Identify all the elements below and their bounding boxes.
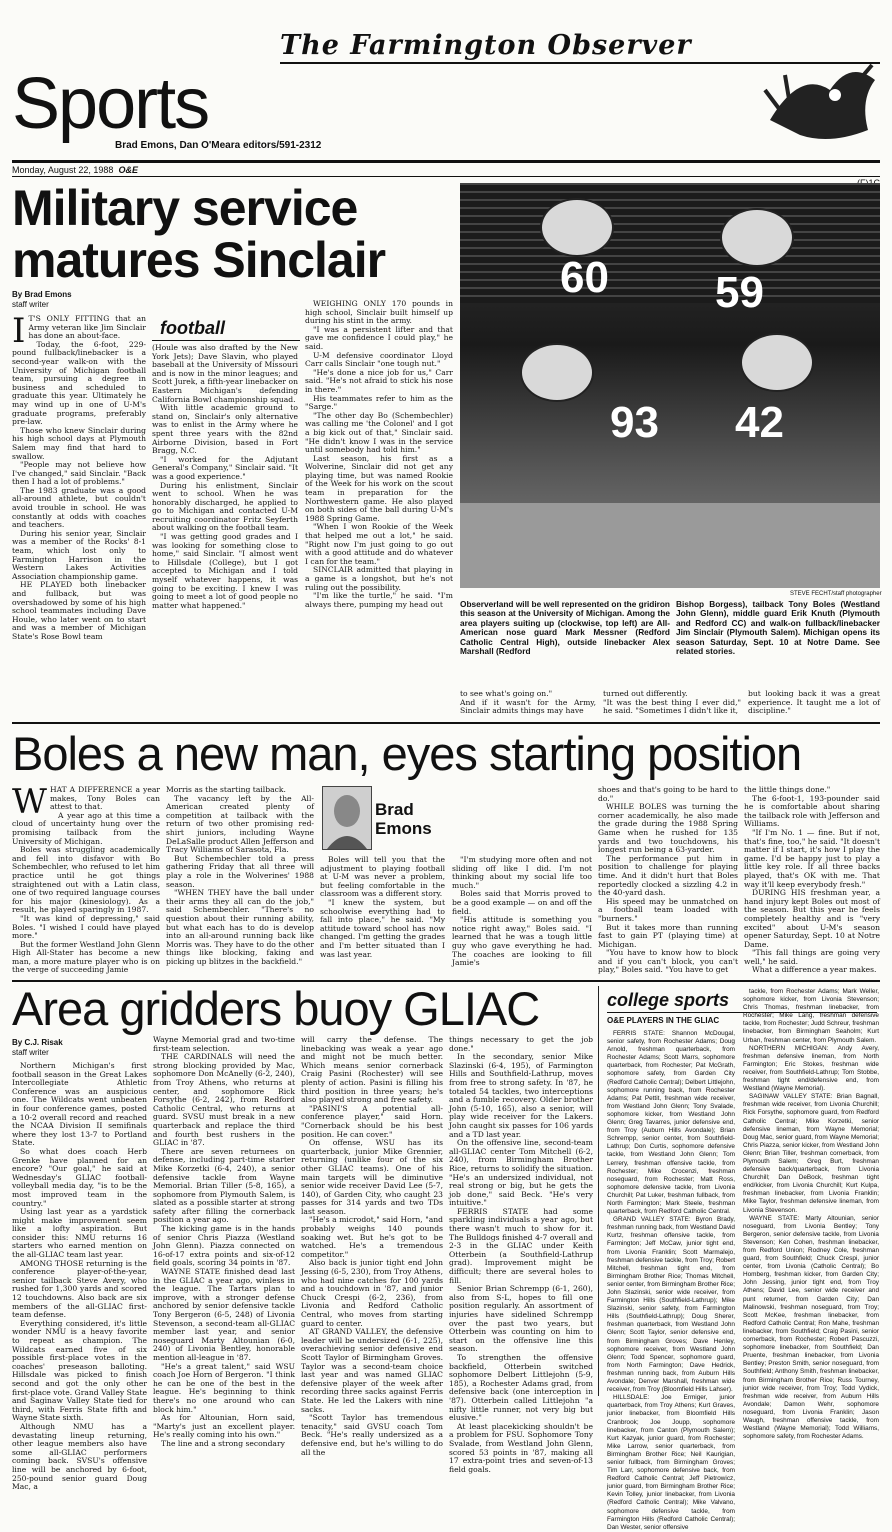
story1-continuation-3: but looking back it was a great experience. It taught me a lot of discipline.": [748, 689, 880, 716]
edition-mark: O&E: [118, 165, 138, 175]
story2-headline: Boles a new man, eyes starting position: [12, 727, 802, 780]
field-turf: [460, 503, 880, 588]
byline-name: By C.J. Risak: [12, 1038, 63, 1047]
sidebar-title: college sports: [607, 990, 730, 1010]
story1-headline-line1: Military service: [12, 180, 358, 236]
byline-role: staff writer: [12, 1048, 49, 1057]
section-title: Sports: [12, 64, 209, 144]
helmet-icon: [740, 333, 814, 392]
story2-column-2: Morris as the starting tailback. The vacancy left by the All-American created plenty of competition at tailback with the return of two other promising red-shirt juniors, including Wayne DeLaSalle product Allen Jefferson and Tracy Williams of Sarasota, Fla. But Schembechler told a press gathering Friday that all three will play a role in the Wolverines' 1988 season. "WHEN THEY have the ball under their arms they all can do the job," said Schembechler. "There's no question about their running ability, but what each has to do is develop into an all-around running back like Morris was. They have to do the other things like blocking, faking and picking up blitzes in the backfield.": [166, 785, 314, 966]
story1-column-2: (Houle was also drafted by the New York Jets); Dave Slavin, who played baseball at the University of Missouri and is now in the minor leagues; and Scott Jurek, a fifth-year linebacker on Eastern Michigan's defending California Bowl championship squad. With little academic ground to stand on, Sinclair's only alternative was to enlist in the Army where he spent three years with the 82nd Airborne Division, based in Fort Bragg, N.C. "I worked for the Adjutant General's Company," Sinclair said. "It was a good experience." During his enlistment, Sinclair went to school. When he was honorably discharged, he applied to go to Michigan and contacted U-M recruiting coordinator Fritz Seyferth about walking on the football team. "I was getting good grades and I was looking for something close to home," said Sinclair. "I almost went to Hillsdale (College), but I got accepted to Michigan and I told myself whatever happens, it was going to be exciting. I knew I was going to meet a lot of good people no matter what happened.": [152, 343, 298, 610]
story2-column-5: shoes and that's going to be hard to do." WHILE BOLES was turning the corner academically, he also made the grade during the 1988 Spring Game when he rushed for 135 yards and two touchdowns, his longest run being a 63-yarder. The performance put him in position to challenge for playing time. And it didn't hurt that Boles reportedly clocked a sizzling 4.2 in the 40-yard dash. His speed may be unmatched on a football team loaded with "burners." But it takes more than running fast to gain PT (playing time) at Michigan. "You have to know how to block and if you can't block, you can't play," Boles said. "You have to get: [598, 785, 738, 975]
columnist-photo: [322, 786, 372, 850]
story3-column-4: things necessary to get the job done." In the secondary, senior Mike Slazinski (6-4, 195), of Farmington Hills and Southfield-Lathrup, moves from free to strong safety. In '87, he totaled 54 tackles, two interceptions and a fumble recovery. Older brother John (5-10, 165), also a senior, will play wide receiver for the Lakers. John caught six passes for 106 yards and a TD last year. On the offensive line, second-team all-GLIAC center Tom Mitchell (6-2, 240), from Birmingham Brother Rice, returns to solidify the situation. "He's an undersized individual, not real strong or big, but he gets the job done," said Beck. "He's very intuitive." FERRIS STATE had some sparkling individuals a year ago, but there wasn't much to show for it. The Bulldogs finished 4-7 overall and 2-3 in the GLIAC under Keith Otterbein (a Southfield-Lathrup grad). Improvement might be difficult; there are several holes to fill. Senior Brian Schrempp (6-1, 260), also from S-L, hopes to fill one position regularly. An assortment of injuries have sidelined Schrempp over the past two years, but Otterbein was counting on him to start on the offensive line this season. To strengthen the offensive backfield, Otterbein switched sophomore Delbert Littlejohn (5-9, 185), a Rochester Adams grad, from defensive back (one interception in '87). Otterbein called Littlejohn "a nifty little runner, not very big but elusive." At least placekicking shouldn't be a problem for FSU. Sophomore Tony Svalade, from Westland John Glenn, scored 53 points in '87, making all 17 extra-point tries and seven-of-13 field goals.: [449, 1035, 593, 1474]
dateline: [12, 165, 138, 175]
jersey-number: 59: [715, 268, 764, 317]
story1-column-1: I T'S ONLY FITTING that an Army veteran like Jim Sinclair has done an about-face. Today, the 6-foot, 229-pound fullback/linebacker is a second-year walk-on with the University of Michigan football team, pursuing a degree in business and scheduled to graduate this year. Ultimately he may wind up in one of U-M's graduate programs, preferably pre-law. Those who knew Sinclair during his high school days at Plymouth Salem may find that hard to swallow. "People may not believe how I've changed," said Sinclair. "Back then I had a lot of problems." The 1983 graduate was a good all-around athlete, but couldn't avoid trouble in school. He was constantly at odds with coaches and teachers. During his senior year, Sinclair was a member of the Rocks' 8-1 team, which lost only to Farmington Harrison in the Western Lakes Activities Association championship game. HE PLAYED both linebacker and fullback, but was overshadowed by some of his high school teammates including Dave Houle, who later went on to start and was a member of Michigan State's Rose Bowl team: [12, 311, 146, 641]
editors-line: Brad Emons, Dan O'Meara editors/591-2312: [115, 140, 322, 151]
football-label: football: [160, 318, 225, 338]
sports-mascot-icon: [760, 50, 880, 150]
photo-caption-1: Observerland will be well represented on the gridiron this season at the University of Michigan. Among the area players suiting up (clockwise, top left) are All-American nose guard Mark Messner (Redford Catholic Central High), outside linebacker Alex Marshall (Redford: [460, 599, 670, 657]
story3-byline: [12, 1038, 142, 1058]
stadium-stands: [460, 183, 880, 303]
jersey-number: 42: [735, 398, 784, 447]
helmet-icon: [720, 208, 794, 267]
story1-headline-line2: matures Sinclair: [12, 232, 386, 288]
header-rule: [12, 160, 880, 163]
helmet-icon: [540, 198, 614, 257]
person-icon: [323, 787, 371, 849]
jersey-number: 93: [610, 398, 659, 447]
label-rule: [152, 340, 300, 341]
story2-column-6: the little things done." The 6-foot-1, 193-pounder said he is comfortable about sharing the tailback role with Jefferson and Williams. "If I'm No. 1 — fine. But if not, that's fine, too," he said. "It doesn't matter if I start, it's how I play the game. I'd be happy just to play a little key role. If all three backs played, that's OK with me. That way it'll keep everybody fresh." DURING HIS freshman year, a hand injury kept Boles out most of the season. But this year he feels completely healthy and is "very excited" about U-M's season opener Saturday, Sept. 10 at Notre Dame. "This fall things are going very well," he said. What a difference a year makes.: [744, 785, 880, 975]
story1-column-3: WEIGHING ONLY 170 pounds in high school, Sinclair built himself up during his stint in the army. "I was a persistent lifter and that gave me confidence I could play," he said. U-M defensive coordinator Lloyd Carr calls Sinclair "one tough nut." "He's done a nice job for us," Carr said. "He's not afraid to stick his nose in there." His teammates refer to him as the "Sarge." "The other day Bo (Schembechler) was calling me 'the Colonel' and I got a big kick out of that," Sinclair said. "He didn't know I was in the service until somebody had told him." Last season, his first as a Wolverine, Sinclair did not get any playing time, but was named Rookie of the Week for his work on the scout team in preparation for the Northwestern game. He also played on both sides of the ball during U-M's 1988 Spring Game. "When I won Rookie of the Week that helped me out a lot," he said. "Right now I'm just going to go out with a good attitude and do whatever I can for the team." SINCLAIR admitted that playing in a game is a longshot, but he's not ruling out the possibility. "I'm like the turtle," he said. "I'm always there, pumping my head out: [305, 299, 453, 609]
college-sports-sidebar: [598, 986, 881, 1531]
story1-byline: [12, 290, 142, 310]
dropcap: I: [12, 311, 26, 351]
story3-column-3: will carry the defense. The linebacking was weak a year ago and might not be much better. Which means senior cornerback Craig Pasini (Rochester) will see plenty of action. Pasini is filling his third position in three years; he's also played strong and free safety. "PASINI'S A potential all-conference player," said Horn. "Cornerback should be his best position. He can cover." On offense, WSU has its quarterback, junior Mike Grennier, returning (unlike four of the six other GLIAC teams). One of his main targets will be diminutive senior wide receiver David Lee (5-7, 140), of Garden City, who caught 23 passes for 314 yards and two TDs last season. "He's a microdot," said Horn, "and probably weighs 140 pounds soaking wet. But he's got to be watched. He's a tremendous competitor." Also back is junior tight end John Jessing (6-5, 230), from Troy Athens, who had nine catches for 100 yards and a touchdown in '87, and junior Chuck Crespi (6-2, 236), from Livonia and Redford Catholic Central, who moves from starting guard to center. AT GRAND VALLEY, the defensive leader will be undersized (6-1, 225), overachieving senior defensive end Scott Taylor of Birmingham Groves. Taylor was a second-team choice last year and was named GLIAC defensive player of the week after recording three sacks against Ferris State. He led the Lakers with nine sacks. "Scott Taylor has tremendous tenacity," said GVSU coach Tom Beck. "He's really undersized as a defensive end, but he's willing to do all the: [301, 1035, 443, 1457]
story3-column-2: Wayne Memorial grad and two-time first-team selection. THE CARDINALS will need the strong blocking provided by Mac, sophomore Don McAnelly (6-2, 240), from Troy Athens, who returns at center, and sophomore Rick Forsythe (6-2, 242), from Redford Catholic Central, who returns at guard. SVSU must break in a new quarterback and replace the third and fourth best rushers in the GLIAC in '87. There are seven returnees on defense, including part-time starter Mike Korzetki (6-4, 240), a senior defensive tackle from Wayne Memorial. Brian Tiller (5-8, 165), a sophomore from Plymouth Salem, is slated as a possible starter at strong safety after filling the cornerback position a year ago. The kicking game is in the hands of senior Chris Piazza (Westland John Glenn). Piazza connected on 16-of-17 extra points and six-of-12 field goals, scoring 34 points in '87. WAYNE STATE finished dead last in the GLIAC a year ago, winless in the league. The Tartars plan to improve, with a stronger defense anchored by senior defensive tackle Tony Bergeron (6-5, 248) of Livonia Stevenson, a second-team all-GLIAC member last year, and senior noseguard Marty Altounian (6-0, 240) of Livonia Bentley, honorable mention all-league in '87. "He's a great talent," said WSU coach Joe Horn of Bergeron. "I think he can be one of the best in the league. He's beginning to think there's no one around who can block him." As for Altounian, Horn said, "Marty's just an excellent player. He's really coming into his own." The line and a strong secondary: [153, 1035, 295, 1448]
sidebar-column-2: tackle, from Rochester Adams; Mark Weller, sophomore kicker, from Livonia Stevenson; Chris Thomas, freshman linebacker, from Rochester; Mike Lang, freshman defensive tackle, from Rochester; Judd Schreur, freshman linebacker, from Birmingham Seaholm; Kurt Urban, freshman center, from Plymouth Salem. NORTHERN MICHIGAN: Andy Avery, freshman defensive lineman, from North Farmington; Eric Stokes, freshman wide receiver, from Southfield-Lathrup; Tom Stobbe, freshman tight end/defensive end, from Westland (Wayne Memorial). SAGINAW VALLEY STATE: Brian Bagnall, freshman wide receiver, from Livonia Churchill; Rick Forsythe, sophomore guard, from Redford Catholic Central; Mike Korzetki, senior defensive lineman, from Wayne Memorial; Doug Mac, senior guard, from Wayne Memorial; Chris Piazza, senior kicker, from Westland John Glenn; Brian Tiller, freshman cornerback, from Plymouth Salem; Greg Burt, freshman defensive back/quarterback, from Livonia Churchill; Dan DeBock, freshman tight end/kicker, from Livonia Churchill; Kurt Kulpa, freshman linebacker, from Livonia Franklin; Mike Taylor, freshman defensive lineman, from Livonia Stevenson. WAYNE STATE: Marty Altounian, senior noseguard, from Livonia Bentley; Tony Bergeron, senior defensive tackle, from Livonia Stevenson; Ken Cohen, freshman linebacker, from Redford Union; Rodney Cole, freshman guard, from Southfield; Chuck Crespi, junior center, from Livonia (Catholic Central); Bo Homberg, freshman kicker, from Garden City; John Jessing, junior tight end, from Troy Athens; David Lee, senior wide receiver and punt returner, from Garden City; Dan Malinowski, freshman noseguard, from Troy; Scott McKee, freshman linebacker, from Redford Catholic Central; Ron Mahe, freshman linebacker, from Southfield; Craig Pasini, senior cornerback, from Rochester; Robert Pascuzzi, sophomore linebacker, from Southfield; Dan Pruente, freshman linebacker, from Livonia Bentley; Preston Smith, senior noseguard, from Southfield; Anthony Smith, freshman linebacker, from Birmingham Brother Rice; Russ Tourney, junior wide receiver, from Troy; Todd Vydick, freshman wide receiver, from Auburn Hills Avondale; Damon Wehr, sophomore noseguard, from Livonia Franklin; Jason Waugh, freshman offensive tackle, from Westland (Wayne Memorial); Todd Williams, sophomore safety, from Rochester Adams.: [743, 988, 879, 1441]
story1-headline: [12, 182, 462, 286]
story2-column-1: WHAT A DIFFERENCE a year makes, Tony Boles can attest to that. A year ago at this time a cloud of uncertainty hung over the promising tailback from the University of Michigan. Boles was struggling academically and fell into disfavor with Bo Schembechler, who refused to let him practice until he got things straightened out with a Latin class, one of two required language courses for his major (kinesiology). As a result, he played sparingly in 1987. "It was kind of depressing," said Boles. "I wished I could have played more." But the former Westland John Glenn High All-Stater has become a new man, a more mature player who is on the verge of succeeding Jamie: [12, 782, 160, 975]
columnist-name: Brad Emons: [375, 800, 432, 838]
story2-column-4: "I'm studying more often and not sliding off like I did. I'm not thinking about my social life too much." Boles said that Morris proved to be a good example — on and off the field. "His attitude is something you notice right away," Boles said. "I learned that he was a tough little guy who gave everything he had. The coaches are looking to fill Jamie's: [452, 855, 592, 968]
story1-continuation-2: turned out differently. "It was the best thing I ever did," he said. "Sometimes I didn't like it,: [603, 689, 741, 716]
dropcap: W: [12, 782, 47, 822]
date-rule: [12, 176, 880, 177]
football-players-photo: [460, 183, 880, 588]
jersey-number: 60: [560, 253, 609, 302]
story2-column-3: Boles will tell you that the adjustment to playing football at U-M was never a problem, but feeling comfortable in the classroom was a different story. "I knew the system, but schoolwise everything had to fall into place," he said. "My attitude toward school has now changed. I'm getting the grades and I'm better situated than I was last year.: [320, 855, 445, 959]
story3-headline: Area gridders buoy GLIAC: [12, 982, 540, 1035]
sidebar-subtitle: O&E PLAYERS IN THE GLIAC: [607, 1016, 720, 1025]
story-divider: [12, 722, 880, 724]
story1-continuation-1: to see what's going on." And if it wasn't for the Army, Sinclair admits things may have: [460, 689, 596, 716]
photo-credit: STEVE FECHT/staff photographer: [790, 591, 882, 597]
sidebar-column-1: FERRIS STATE: Shannon McDougal, senior safety, from Rochester Adams; Doug Arnold, freshman quarterback, from Rochester Adams; Scott Marrs, sophomore quarterback, from Rochester; Pat McGrath, sophomore safety, from Garden City (Redford Catholic Central); Delbert Littlejohn, sophomore running back, from Rochester Adams; Pat Pettit, freshman wide receiver, from Westland John Glenn; Tony Svalade, sophomore kicker, from Westland John Glenn; Greg Tavarres, junior defensive end, from Troy (Auburn Hills Avondale); Brian Schrempp, senior center, from Southfield-Lathrup; Don Curtis, sophomore defensive tackle, from Westland John Glenn; Tom Lerrery, freshman offensive tackle, from Rochester; Mike Crocenzi, freshman noseguard, from Rochester; Matt Ross, sophomore defensive tackle, from Livonia Churchill; Pat Luker, freshman fullback, from North Farmington; Mark Steele, freshman quarterback, from Redford Catholic Central. GRAND VALLEY STATE: Byron Brady, freshman running back, from Westland David Kurtz, freshman offensive tackle, from Farmington; Jeff McCaw, junior tight end, from Livonia Franklin; Scott Marmalejo, freshman defensive tackle, from Troy; Robert Mitchell, freshman tight end, from Birmingham Brother Rice; Thomas Mitchell, senior center, from Birmingham Brother Rice; John Slazinski, senior wide receiver, from Farmington Hills (Southfield-Lathrup); Mike Slazinski, senior safety, from Farmington Hills (Southfield-Lathrup); Doug Sherer, freshman quarterback, from Westland John Glenn; Scott Taylor, senior defensive end, from Birmingham Groves; Dave Henley, sophomore receiver, from Westland John Glenn; Todd Spencer, sophomore guard, from North Farmington; Dave Hedrick, freshman running back, from Auburn Hills Avondale; Denver Marshall, freshman wide receiver, from Troy (Bloomfield Hills Lahser). HILLSDALE: Joe Ermiger, junior quarterback, from Troy Athens; Kurt Graves, junior linebacker, from Bloomfield Hills Cranbrook; Joe Joupp, sophomore linebacker, from Canton (Plymouth Salem); Kurt Kazyak, junior guard, from Rochester; Mike Larrow, senior quarterback, from Birmingham Brother Rice; Neil Kaurigian, senior fullback, from Birmingham Groves; Tim Larr, sophomore defensive back, from Redford Catholic Central; Jeff Pietrowicz, junior guard, from Birmingham Brother Rice; Kevin Tolley, junior linebacker, from Livonia (Redford Catholic Central); Mike Valvano, sophomore defensive tackle, from Farmington Hills (Redford Catholic Central); Dan Wester, senior offensive: [607, 1030, 735, 1531]
newspaper-name: The Farmington Observer: [280, 30, 692, 61]
byline-role: staff writer: [12, 300, 49, 309]
issue-date: Monday, August 22, 1988: [12, 165, 114, 175]
photo-caption-2: Bishop Borgess), tailback Tony Boles (Westland John Glenn), middle guard Erik Knuth (Plymouth and Redford CC) and walk-on fullback/linebacker Jim Sinclair (Plymouth Salem). Michigan opens its season Saturday, Sept. 10 at Notre Dame. See related stories.: [676, 599, 880, 657]
helmet-icon: [520, 343, 594, 402]
byline-name: By Brad Emons: [12, 290, 72, 299]
story3-column-1: Northern Michigan's first football season in the Great Lakes Intercollegiate Athletic Conference was an auspicious one. The Wildcats went unbeaten in four conference games, posted a 10-2 overall record and reached the NCAA Division II semifinals where they lost 13-7 to Portland State. So what does coach Herb Grenke have planned for an encore? "Our goal," he said at Wednesday's GLIAC football-volleyball media day, "is to be the most improved team in the country." Using last year as a yardstick might make improvement seem like a lofty aspiration. But consider this: NMU returns 16 starters who earned mention on the all-GLIAC team last year. AMONG THOSE returning is the conference player-of-the-year, senior tailback Steve Avery, who rushed for 1,300 yards and scored 12 touchdowns. Also back are six members of the all-GLIAC first-team defense. Everything considered, it's little wonder NMU is a heavy favorite to repeat as champion. The Wildcats earned five of six possible first-place votes in the coaches' preseason balloting. Hillsdale was picked to finish second and got the only other first-place vote. Grand Valley State and Saginaw Valley State tied for third, with Ferris State fifth and Wayne State sixth. Although NMU has a devastating lineup returning, other league members also have some all-GLIAC performers coming back. SVSU's offensive line will be anchored by 6-foot, 250-pound senior guard Doug Mac, a: [12, 1061, 147, 1492]
